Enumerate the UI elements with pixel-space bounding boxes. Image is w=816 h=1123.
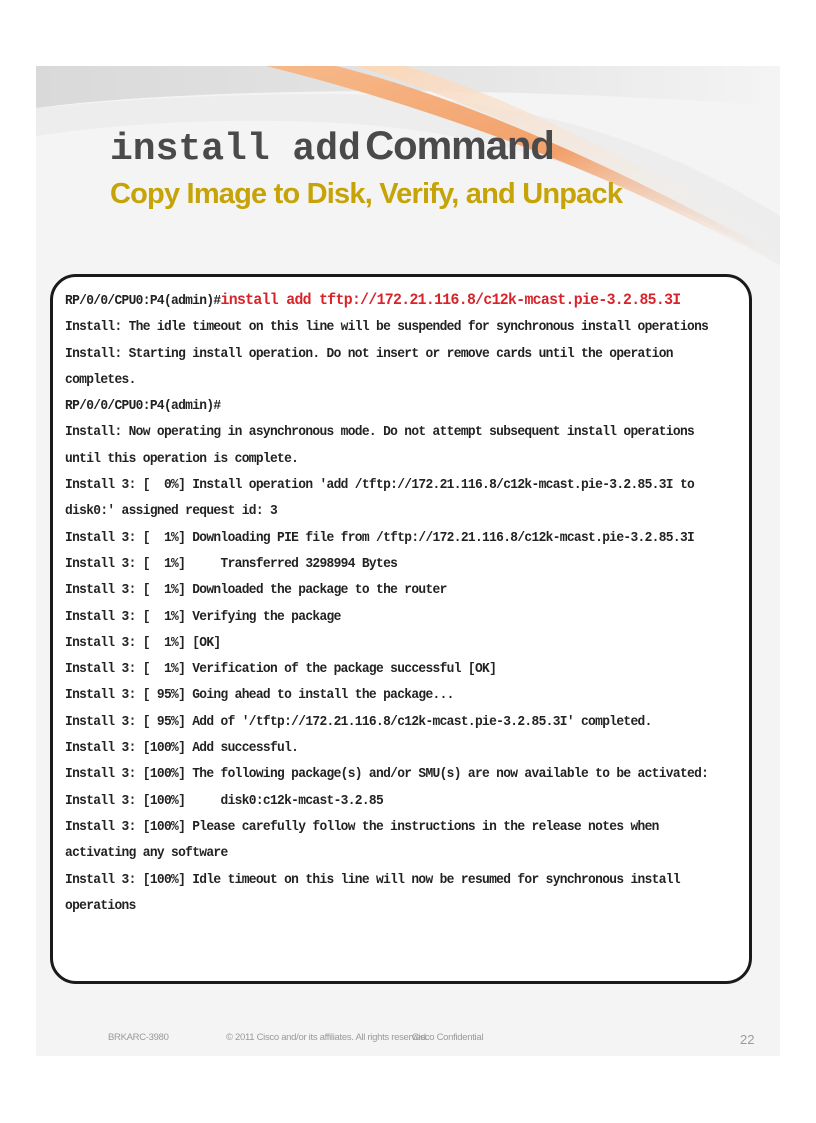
console-line: Install: Now operating in asynchronous mode. Do not attempt subsequent install operations <box>65 425 695 441</box>
console-line: Install 3: [ 0%] Install operation 'add /tftp://172.21.116.8/c12k-mcast.pie-3.2.85.3I to <box>65 478 695 494</box>
console-line: RP/0/0/CPU0:P4(admin)# <box>65 399 221 415</box>
page-title <box>110 124 554 171</box>
console-line: Install 3: [100%] The following package(s) and/or SMU(s) are now available to be activated: <box>65 767 709 783</box>
console-line: Install 3: [100%] disk0:c12k-mcast-3.2.85 <box>65 793 384 809</box>
console-line: Install 3: [100%] Add successful. <box>65 741 299 757</box>
title-command-text: install add <box>110 128 361 171</box>
page-subtitle: Copy Image to Disk, Verify, and Unpack <box>110 178 623 210</box>
console-output-box <box>50 274 752 984</box>
footer-session-code: BRKARC-3980 <box>108 1032 169 1043</box>
console-line: Install 3: [ 1%] [OK] <box>65 635 221 651</box>
footer-confidential: Cisco Confidential <box>412 1032 484 1043</box>
console-line: Install 3: [ 1%] Transferred 3298994 Bytes <box>65 556 398 572</box>
console-line: Install 3: [100%] Please carefully follow the instructions in the release notes when <box>65 819 659 835</box>
console-line: Install 3: [100%] Idle timeout on this line will now be resumed for synchronous install <box>65 872 680 888</box>
console-line: Install 3: [ 95%] Add of '/tftp://172.21.116.8/c12k-mcast.pie-3.2.85.3I' completed. <box>65 714 652 730</box>
console-line: operations <box>65 898 136 914</box>
console-prompt-line <box>65 287 714 315</box>
console-line: disk0:' assigned request id: 3 <box>65 504 278 520</box>
page-number: 22 <box>740 1032 755 1047</box>
console-line: until this operation is complete. <box>65 451 299 467</box>
console-line: Install 3: [ 1%] Downloading PIE file from /tftp://172.21.116.8/c12k-mcast.pie-3.2.85.3I <box>65 530 695 546</box>
console-line: Install 3: [ 1%] Verifying the package <box>65 609 341 625</box>
console-line: Install: The idle timeout on this line will be suspended for synchronous install operations <box>65 320 709 336</box>
console-line: activating any software <box>65 846 228 862</box>
console-line: Install 3: [ 1%] Verification of the package successful [OK] <box>65 662 497 678</box>
console-line: Install 3: [ 95%] Going ahead to install the package... <box>65 688 454 704</box>
console-prompt: RP/0/0/CPU0:P4(admin)# <box>65 294 221 309</box>
footer-copyright: © 2011 Cisco and/or its affiliates. All rights reserved. <box>226 1032 429 1043</box>
title-word-text: Command <box>365 124 554 168</box>
console-lines <box>65 287 714 920</box>
console-line: Install: Starting install operation. Do not insert or remove cards until the operation <box>65 346 673 362</box>
console-line: completes. <box>65 372 136 388</box>
console-command: install add tftp://172.21.116.8/c12k-mcast.pie-3.2.85.3I <box>220 291 681 309</box>
slide <box>36 66 780 1056</box>
console-line: Install 3: [ 1%] Downloaded the package to the router <box>65 583 447 599</box>
